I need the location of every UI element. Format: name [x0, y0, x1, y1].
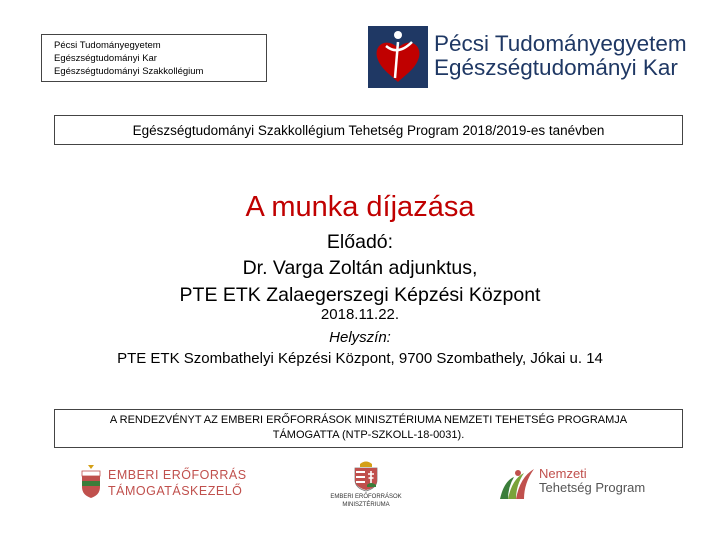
- program-title: Egészségtudományi Szakkollégium Tehetség Program 2018/2019-es tanévben: [132, 122, 605, 138]
- hungarian-coat-of-arms-icon: [352, 460, 380, 492]
- emberi-eroforras-text: [108, 467, 247, 499]
- ntp-logo: [498, 465, 658, 505]
- institution-line-college: Egészségtudományi Szakkollégium: [54, 66, 204, 77]
- ministry-text: [320, 493, 412, 509]
- ntp-swoosh-icon: [498, 465, 538, 503]
- presenter-affiliation: PTE ETK Zalaegerszegi Képzési Központ: [179, 284, 541, 306]
- venue-address: PTE ETK Szombathelyi Képzési Központ, 9700 Szombathely, Jókai u. 14: [117, 350, 603, 367]
- institution-line-faculty: Egészségtudományi Kar: [54, 53, 157, 64]
- hungarian-crest-icon: [80, 465, 102, 499]
- pte-logo-line1: Pécsi Tudományegyetem: [434, 31, 687, 56]
- pte-logo-text: [434, 32, 687, 80]
- pte-emblem-icon: [368, 26, 428, 88]
- pte-logo: [368, 26, 687, 88]
- emberi-eroforras-logo: [80, 463, 247, 503]
- ntp-word-tehetseg: Tehetség: [539, 480, 592, 495]
- ministry-line2: MINISZTÉRIUMA: [342, 502, 390, 508]
- ministry-line1: EMBERI ERŐFORRÁSOK: [330, 494, 402, 500]
- presenter-label: Előadó:: [326, 231, 394, 253]
- pte-logo-line2: Egészségtudományi Kar: [434, 55, 678, 80]
- support-notice-line2: TÁMOGATTA (NTP-SZKOLL-18-0031).: [272, 429, 465, 441]
- presenter-name: Dr. Varga Zoltán adjunktus,: [242, 257, 478, 279]
- lecture-title: A munka díjazása: [245, 191, 475, 223]
- support-notice-line1: A RENDEZVÉNYT AZ EMBERI ERŐFORRÁSOK MINISZTÉRIUMA NEMZETI TEHETSÉG PROGRAMJA: [109, 414, 628, 426]
- ntp-word-program: Program: [595, 480, 646, 495]
- program-title-box: [54, 115, 683, 145]
- institution-box: [41, 34, 267, 82]
- emberi-logo-line1: EMBERI ERŐFORRÁS: [108, 468, 247, 482]
- institution-line-university: Pécsi Tudományegyetem: [54, 40, 161, 51]
- support-notice-box: [54, 409, 683, 448]
- ntp-word-nemzeti: Nemzeti: [539, 466, 587, 481]
- ministry-logo: [320, 460, 412, 520]
- lecture-date: 2018.11.22.: [320, 306, 400, 323]
- emberi-logo-line2: TÁMOGATÁSKEZELŐ: [108, 484, 243, 498]
- venue-label: Helyszín:: [329, 329, 391, 346]
- ntp-text: [539, 467, 645, 495]
